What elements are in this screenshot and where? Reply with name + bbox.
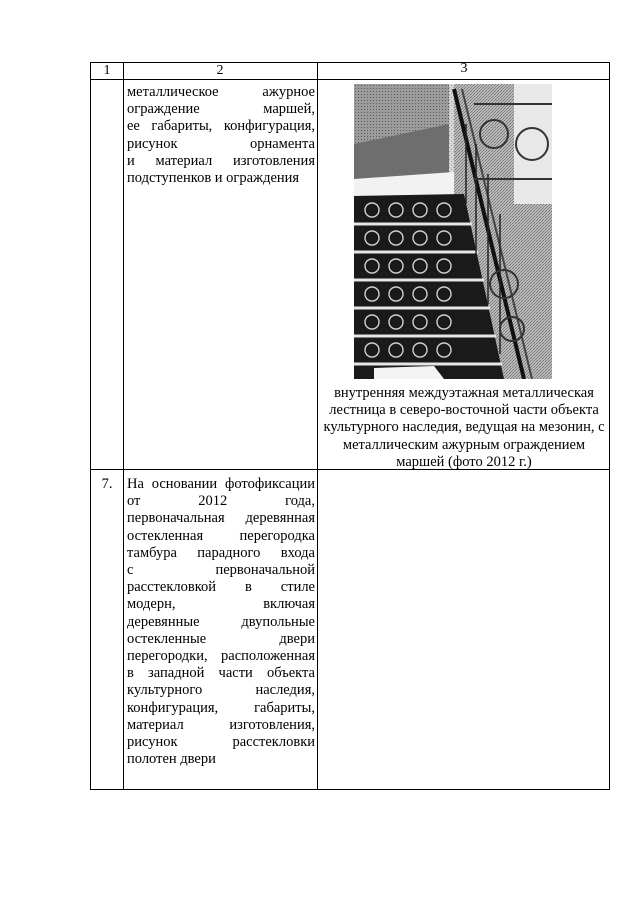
continued-row-description [127, 84, 315, 187]
description-line: в западной части объекта [127, 665, 315, 682]
row-7-description [127, 476, 315, 768]
description-line: полотен двери [127, 751, 216, 768]
row-number: 7. [101, 476, 113, 492]
description-line: культурного наследия, [127, 682, 315, 699]
description-line: тамбура парадного входа [127, 544, 315, 561]
description-line: подступенков и ограждения [127, 170, 300, 187]
description-line: остекленные двери [127, 630, 315, 647]
description-line: деревянные двупольные [127, 613, 315, 630]
description-line: металлическое ажурное [127, 84, 315, 100]
description-line: На основании фотофиксации [127, 476, 315, 492]
description-line: рисунок орнамента [127, 135, 315, 152]
description-line: первоначальная деревянная [127, 510, 315, 527]
header-divider [91, 79, 609, 80]
description-line: конфигурация, габариты, [127, 699, 315, 716]
column-divider-2 [317, 63, 318, 789]
description-line: и материал изготовления [127, 152, 315, 169]
description-line: от 2012 года, [127, 493, 315, 510]
header-col-3: 3 [460, 61, 468, 76]
document-table [90, 62, 610, 790]
header-col-1: 1 [103, 63, 111, 78]
description-line: остекленная перегородка [127, 527, 315, 544]
description-line: модерн, включая [127, 596, 315, 613]
staircase-photo [354, 84, 552, 379]
description-line: с первоначальной [127, 562, 315, 579]
description-line: ограждение маршей, [127, 101, 315, 118]
description-line: расстекловкой в стиле [127, 579, 315, 596]
description-line: материал изготовления, [127, 716, 315, 733]
description-line: перегородки, расположенная [127, 648, 315, 665]
column-divider-1 [123, 63, 124, 789]
photo-caption: внутренняя междуэтажная металлическая лестница в северо-восточной части объекта культурного наследия, ведущая на мезонин, с металлическим ажурным ограждением маршей (фото 2012 г.) [323, 385, 605, 470]
description-line: ее габариты, конфигурация, [127, 118, 315, 135]
description-line: рисунок расстекловки [127, 734, 315, 751]
header-col-2: 2 [216, 63, 224, 78]
